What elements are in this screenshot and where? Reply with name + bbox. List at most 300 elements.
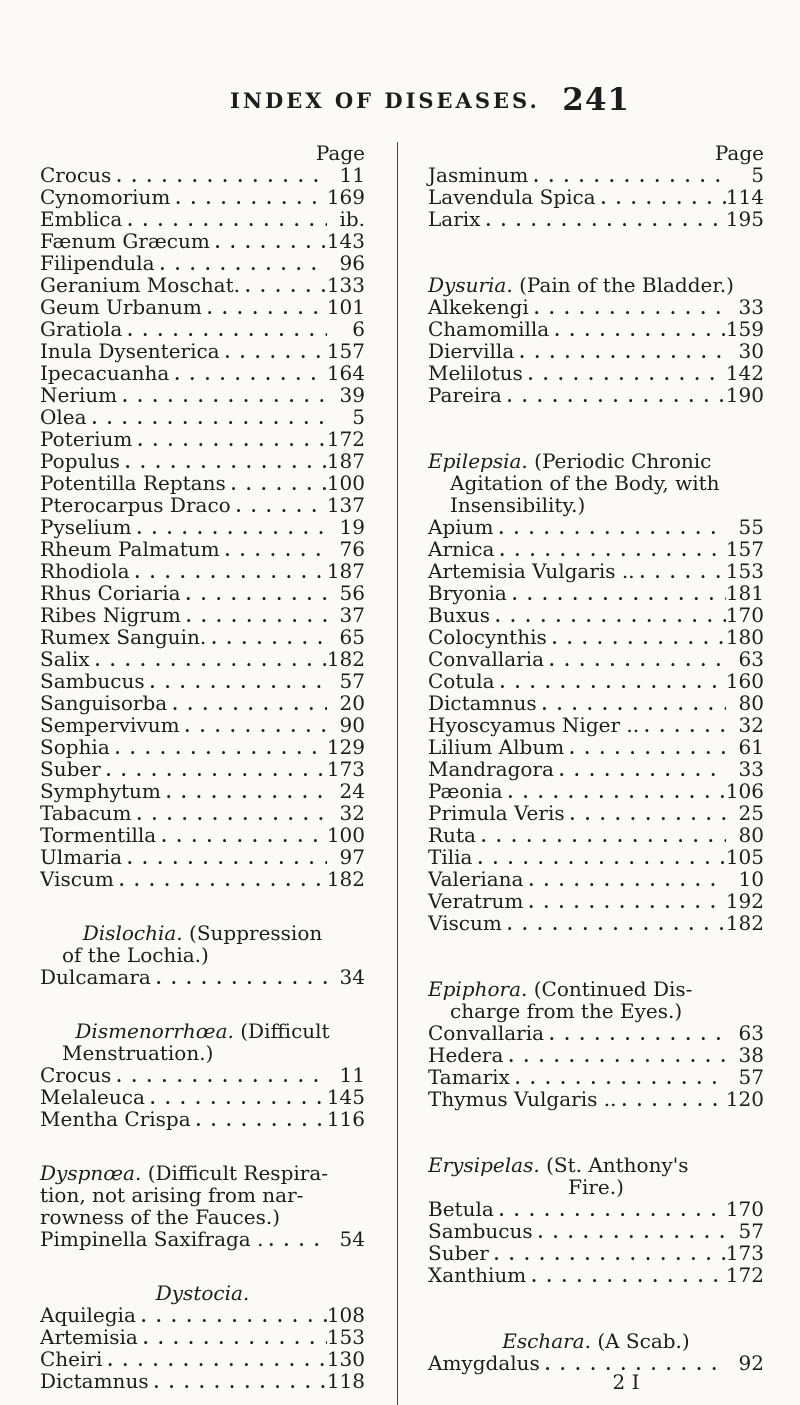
entry-page: 181 xyxy=(725,581,764,605)
entry-name: Thymus Vulgaris .. xyxy=(428,1087,617,1111)
leader-dots xyxy=(117,386,327,408)
entry-list xyxy=(40,1304,365,1392)
index-entry xyxy=(428,1198,764,1220)
leader-dots xyxy=(136,1306,327,1328)
index-entry xyxy=(428,208,764,230)
section-heading-dystocia xyxy=(40,1282,365,1304)
leader-dots xyxy=(564,738,726,760)
entry-page: 32 xyxy=(339,801,365,825)
entry-name: Emblica xyxy=(40,207,123,231)
leader-dots xyxy=(502,914,726,936)
entry-page: 11 xyxy=(339,163,365,187)
entry-name: Gratiola xyxy=(40,317,123,341)
entry-name: Filipendula xyxy=(40,251,155,275)
leader-dots xyxy=(110,738,327,760)
index-entry xyxy=(428,1242,764,1264)
index-entry xyxy=(40,1108,365,1130)
leader-dots xyxy=(220,540,327,562)
right-column xyxy=(428,142,764,1392)
entry-name: Convallaria xyxy=(428,1021,545,1045)
entry-page: 25 xyxy=(738,801,764,825)
index-entry xyxy=(428,296,764,318)
entry-page: 130 xyxy=(326,1347,365,1371)
entry-name: Rhodiola xyxy=(40,559,130,583)
entry-page: 33 xyxy=(738,295,764,319)
index-entry xyxy=(428,692,764,714)
leader-dots xyxy=(514,342,726,364)
section-desc: (Difficult xyxy=(240,1019,330,1043)
entry-name: Dictamnus xyxy=(428,691,537,715)
section-heading-dislochia xyxy=(40,922,365,944)
entry-page: 172 xyxy=(725,1263,764,1287)
entry-page: 195 xyxy=(725,207,764,231)
entry-name: Artemisia xyxy=(40,1325,138,1349)
section-heading-dysuria xyxy=(428,274,764,296)
index-entry xyxy=(428,846,764,868)
section-desc: charge from the Eyes.) xyxy=(450,999,683,1023)
section-term: Dyspnœa. xyxy=(40,1161,142,1185)
entry-name: Betula xyxy=(428,1197,494,1221)
entry-page: 37 xyxy=(339,603,365,627)
entry-page: 105 xyxy=(725,845,764,869)
entry-page: 153 xyxy=(725,559,764,583)
leader-dots xyxy=(596,188,726,210)
section-desc: Agitation of the Body, with xyxy=(450,471,720,495)
index-entry xyxy=(40,472,365,494)
section-desc: Insensibility.) xyxy=(450,493,586,517)
leader-dots xyxy=(523,364,726,386)
entry-page: 20 xyxy=(339,691,365,715)
entry-page: 101 xyxy=(326,295,365,319)
index-entry xyxy=(40,318,365,340)
index-entry xyxy=(428,164,764,186)
entry-list xyxy=(428,1022,764,1110)
index-entry xyxy=(428,1088,764,1110)
leader-dots xyxy=(149,1372,327,1394)
entry-page: 143 xyxy=(326,229,365,253)
entry-name: Valeriana xyxy=(428,867,524,891)
index-entry xyxy=(428,670,764,692)
running-head: INDEX OF DISEASES. xyxy=(230,88,540,113)
index-entry xyxy=(40,1228,365,1250)
page-number: 241 xyxy=(562,82,630,118)
entry-name: Larix xyxy=(428,207,481,231)
entry-name: Pæonia xyxy=(428,779,503,803)
entry-list xyxy=(428,1352,764,1374)
leader-dots xyxy=(210,232,327,254)
entry-page: 39 xyxy=(339,383,365,407)
entry-name: Pyselium xyxy=(40,515,132,539)
entry-page: 137 xyxy=(326,493,365,517)
entry-name: Rhus Coriaria xyxy=(40,581,181,605)
entry-name: Arnica xyxy=(428,537,495,561)
entry-page: 97 xyxy=(339,845,365,869)
entry-page: 32 xyxy=(738,713,764,737)
entry-name: Ipecacuanha xyxy=(40,361,170,385)
entry-name: Colocynthis xyxy=(428,625,547,649)
leader-dots xyxy=(170,188,326,210)
entry-list xyxy=(40,1228,365,1250)
leader-dots xyxy=(206,628,327,650)
entry-page: 169 xyxy=(326,185,365,209)
index-entry xyxy=(40,340,365,362)
index-entry xyxy=(428,802,764,824)
entry-page: 100 xyxy=(326,823,365,847)
entry-name: Suber xyxy=(40,757,101,781)
entry-name: Primula Veris xyxy=(428,801,565,825)
entry-name: Diervilla xyxy=(428,339,515,363)
section-heading-erysipelas xyxy=(428,1154,764,1176)
section-desc: of the Lochia.) xyxy=(62,943,209,967)
entry-name: Poterium xyxy=(40,427,133,451)
index-entry xyxy=(40,846,365,868)
index-entry xyxy=(428,824,764,846)
entry-page: 133 xyxy=(326,273,365,297)
entry-page: 76 xyxy=(339,537,365,561)
index-entry xyxy=(428,890,764,912)
section-heading-epiphora xyxy=(428,978,764,1000)
leader-dots xyxy=(502,386,726,408)
entry-page: 96 xyxy=(339,251,365,275)
entry-page: 57 xyxy=(738,1219,764,1243)
entry-page: 187 xyxy=(326,449,365,473)
index-entry xyxy=(40,538,365,560)
index-entry xyxy=(40,494,365,516)
leader-dots xyxy=(114,870,327,892)
leader-dots xyxy=(156,826,327,848)
entry-page: 182 xyxy=(326,647,365,671)
entry-name: Mandragora xyxy=(428,757,554,781)
entry-name: Populus xyxy=(40,449,120,473)
index-entry xyxy=(40,758,365,780)
section-heading-dyspnoea xyxy=(40,1162,365,1184)
index-entry xyxy=(40,516,365,538)
leader-dots xyxy=(167,694,327,716)
index-entry xyxy=(40,868,365,890)
index-entry xyxy=(40,780,365,802)
entry-page: 129 xyxy=(326,735,365,759)
entry-name: Melaleuca xyxy=(40,1085,145,1109)
index-entry xyxy=(428,626,764,648)
index-entry xyxy=(40,384,365,406)
entry-page: 65 xyxy=(339,625,365,649)
entry-page: 164 xyxy=(326,361,365,385)
index-entry xyxy=(40,1086,365,1108)
left-column xyxy=(40,142,365,1392)
leader-dots xyxy=(549,320,726,342)
leader-dots xyxy=(544,650,726,672)
entry-page: 56 xyxy=(339,581,365,605)
entry-page: 170 xyxy=(725,1197,764,1221)
section-desc: rowness of the Fauces.) xyxy=(40,1205,281,1229)
entry-page: 38 xyxy=(738,1043,764,1067)
index-entry xyxy=(428,1066,764,1088)
entry-page: 180 xyxy=(725,625,764,649)
entry-page: 120 xyxy=(725,1087,764,1111)
entry-name: Pterocarpus Draco xyxy=(40,493,231,517)
section-desc: tion, not arising from nar- xyxy=(40,1183,304,1207)
index-entry xyxy=(40,582,365,604)
leader-dots xyxy=(151,968,327,990)
section-term: Dystocia. xyxy=(155,1281,250,1305)
entry-name: Tamarix xyxy=(428,1065,510,1089)
section-term: Epilepsia. xyxy=(428,449,528,473)
entry-page: 33 xyxy=(738,757,764,781)
page-header xyxy=(0,82,800,128)
index-entry xyxy=(428,1022,764,1044)
leader-dots xyxy=(507,584,726,606)
entry-page: 34 xyxy=(339,965,365,989)
index-entry xyxy=(40,1064,365,1086)
section-desc: (Suppression xyxy=(189,921,323,945)
entry-name: Cheiri xyxy=(40,1347,103,1371)
index-entry xyxy=(428,340,764,362)
entry-name: Artemisia Vulgaris .. xyxy=(428,559,635,583)
index-entry xyxy=(40,362,365,384)
leader-dots xyxy=(132,430,326,452)
entry-name: Crocus xyxy=(40,163,112,187)
entry-name: Cotula xyxy=(428,669,495,693)
index-entry xyxy=(428,868,764,890)
entry-page: 100 xyxy=(326,471,365,495)
entry-page: 145 xyxy=(326,1085,365,1109)
entry-list xyxy=(40,966,365,988)
index-entry xyxy=(428,1044,764,1066)
entry-name: Sophia xyxy=(40,735,110,759)
entry-name: Apium xyxy=(428,515,494,539)
leader-dots xyxy=(523,870,726,892)
leader-dots xyxy=(131,804,327,826)
entry-name: Hedera xyxy=(428,1043,504,1067)
index-entry xyxy=(40,296,365,318)
entry-name: Mentha Crispa xyxy=(40,1107,191,1131)
index-entry xyxy=(428,780,764,802)
entry-page: 54 xyxy=(339,1227,365,1251)
entry-name: Suber xyxy=(428,1241,489,1265)
index-entry xyxy=(40,824,365,846)
entry-name: Rumex Sanguin. xyxy=(40,625,207,649)
index-entry xyxy=(40,802,365,824)
leader-dots xyxy=(180,716,327,738)
leader-dots xyxy=(181,584,327,606)
index-entry xyxy=(428,186,764,208)
index-entry xyxy=(40,560,365,582)
entry-name: Hyoscyamus Niger .. xyxy=(428,713,640,737)
index-entry xyxy=(428,714,764,736)
index-entry xyxy=(428,538,764,560)
index-entry xyxy=(428,1352,764,1374)
leader-dots xyxy=(145,672,327,694)
index-entry xyxy=(40,406,365,428)
index-entry xyxy=(40,186,365,208)
entry-page: 116 xyxy=(326,1107,365,1131)
section-term: Epiphora. xyxy=(428,977,528,1001)
entry-page: 11 xyxy=(339,1063,365,1087)
section-desc: (St. Anthony's xyxy=(546,1153,689,1177)
entry-page: 57 xyxy=(738,1065,764,1089)
index-entry xyxy=(428,318,764,340)
entry-name: Ulmaria xyxy=(40,845,123,869)
entry-name: Geranium Moschat. xyxy=(40,273,240,297)
leader-dots xyxy=(476,826,726,848)
entry-page: 55 xyxy=(738,515,764,539)
leader-dots xyxy=(565,804,726,826)
column-divider xyxy=(397,142,398,1405)
entry-name: Dictamnus xyxy=(40,1369,149,1393)
leader-dots xyxy=(202,298,327,320)
index-entry xyxy=(428,648,764,670)
page-column-label: Page xyxy=(714,141,764,165)
entry-name: Bryonia xyxy=(428,581,507,605)
entry-page: 173 xyxy=(725,1241,764,1265)
entry-page: 24 xyxy=(339,779,365,803)
entry-page: 5 xyxy=(352,405,365,429)
index-entry xyxy=(428,912,764,934)
index-entry xyxy=(40,648,365,670)
entry-name: Dulcamara xyxy=(40,965,151,989)
section-heading-eschara xyxy=(428,1330,764,1352)
entry-page: 118 xyxy=(326,1369,365,1393)
entry-page: 153 xyxy=(326,1325,365,1349)
leader-dots xyxy=(161,782,327,804)
leader-dots xyxy=(639,716,726,738)
index-entry xyxy=(40,208,365,230)
index-entry xyxy=(428,1264,764,1286)
section-term: Dysuria. xyxy=(428,273,513,297)
leader-dots xyxy=(220,342,327,364)
index-entry xyxy=(40,966,365,988)
leader-dots xyxy=(529,298,726,320)
entry-name: Potentilla Reptans xyxy=(40,471,226,495)
leader-dots xyxy=(494,518,727,540)
leader-dots xyxy=(523,892,725,914)
leader-dots xyxy=(138,1328,327,1350)
entry-name: Sanguisorba xyxy=(40,691,168,715)
index-entry xyxy=(40,736,365,758)
index-entry xyxy=(428,604,764,626)
index-entry xyxy=(40,1326,365,1348)
entry-name: Olea xyxy=(40,405,87,429)
entry-page: 172 xyxy=(326,427,365,451)
entry-name: Buxus xyxy=(428,603,491,627)
section-desc: (Periodic Chronic xyxy=(534,449,712,473)
entry-name: Fænum Græcum xyxy=(40,229,210,253)
entry-name: Aquilegia xyxy=(40,1303,136,1327)
entry-page: 173 xyxy=(326,757,365,781)
index-entry xyxy=(40,274,365,296)
entry-page: 190 xyxy=(725,383,764,407)
leader-dots xyxy=(533,1222,726,1244)
entry-page: 6 xyxy=(352,317,365,341)
section-desc: (Continued Dis- xyxy=(533,977,693,1001)
index-entry xyxy=(40,164,365,186)
leader-dots xyxy=(554,760,726,782)
entry-name: Alkekengi xyxy=(428,295,529,319)
index-entry xyxy=(40,626,365,648)
leader-dots xyxy=(169,364,326,386)
entry-name: Melilotus xyxy=(428,361,523,385)
entry-name: Pareira xyxy=(428,383,502,407)
entry-page: 157 xyxy=(725,537,764,561)
index-entry xyxy=(428,560,764,582)
entry-name: Ruta xyxy=(428,823,476,847)
leader-dots xyxy=(231,496,327,518)
section-term: Dismenorrhœa. xyxy=(75,1019,234,1043)
section-desc: Menstruation.) xyxy=(62,1041,214,1065)
entry-name: Veratrum xyxy=(428,889,524,913)
entry-page: 182 xyxy=(725,911,764,935)
index-entry xyxy=(428,516,764,538)
entry-page: 106 xyxy=(725,779,764,803)
entry-name: Nerium xyxy=(40,383,118,407)
entry-page: 159 xyxy=(725,317,764,341)
entry-list xyxy=(428,516,764,934)
entry-name: Sambucus xyxy=(428,1219,533,1243)
entry-name: Crocus xyxy=(40,1063,112,1087)
entry-page: ib. xyxy=(339,207,365,231)
entry-name: Amygdalus xyxy=(428,1351,540,1375)
entry-page: 187 xyxy=(326,559,365,583)
leader-dots xyxy=(122,848,327,870)
entry-page: 80 xyxy=(738,823,764,847)
section-heading-dismenorrhoea xyxy=(40,1020,365,1042)
entry-name: Xanthium xyxy=(428,1263,527,1287)
entry-page: 114 xyxy=(725,185,764,209)
entry-page: 61 xyxy=(738,735,764,759)
leader-dots xyxy=(616,1090,725,1112)
entry-page: 19 xyxy=(339,515,365,539)
entry-page: 63 xyxy=(738,647,764,671)
entry-list xyxy=(40,1064,365,1130)
leader-dots xyxy=(503,1046,726,1068)
signature-mark: 2 I xyxy=(612,1370,640,1394)
entry-list xyxy=(428,164,764,230)
section-term: Eschara. xyxy=(502,1329,591,1353)
entry-name: Ribes Nigrum xyxy=(40,603,181,627)
index-entry xyxy=(40,428,365,450)
entry-name: Tabacum xyxy=(40,801,132,825)
entry-name: Cynomorium xyxy=(40,185,171,209)
leader-dots xyxy=(547,628,726,650)
entry-name: Symphytum xyxy=(40,779,161,803)
entry-name: Pimpinella Saxifraga . xyxy=(40,1227,264,1251)
section-desc: (A Scab.) xyxy=(597,1329,690,1353)
entry-name: Rheum Palmatum xyxy=(40,537,220,561)
index-entry xyxy=(428,582,764,604)
entry-name: Convallaria xyxy=(428,647,545,671)
entry-page: 160 xyxy=(725,669,764,693)
index-entry xyxy=(428,362,764,384)
entry-page: 57 xyxy=(339,669,365,693)
entry-name: Inula Dysenterica xyxy=(40,339,220,363)
entry-name: Chamomilla xyxy=(428,317,550,341)
entry-name: Tilia xyxy=(428,845,473,869)
entry-page: 80 xyxy=(738,691,764,715)
entry-page: 108 xyxy=(326,1303,365,1327)
leader-dots xyxy=(226,474,327,496)
entry-name: Sempervivum xyxy=(40,713,180,737)
entry-name: Lilium Album xyxy=(428,735,565,759)
index-entry xyxy=(40,252,365,274)
index-entry xyxy=(40,1348,365,1370)
entry-page: 157 xyxy=(326,339,365,363)
index-entry xyxy=(40,1370,365,1392)
entry-page: 90 xyxy=(339,713,365,737)
entry-name: Salix xyxy=(40,647,90,671)
index-entry xyxy=(40,230,365,252)
leader-dots xyxy=(191,1110,327,1132)
entry-page: 30 xyxy=(738,339,764,363)
